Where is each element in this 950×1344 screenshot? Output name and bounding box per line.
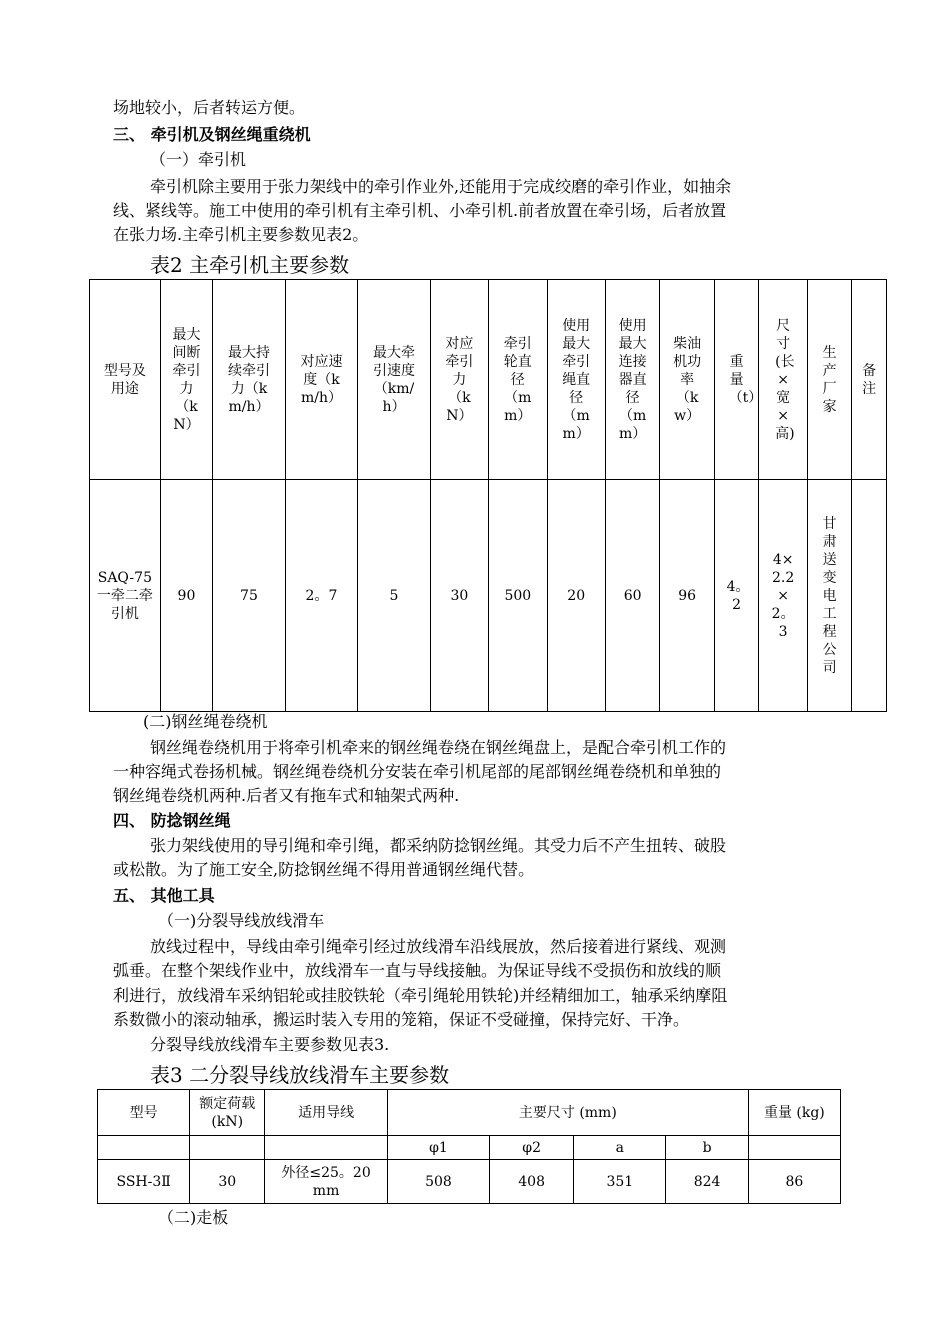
table-cell: SSH-3Ⅱ [98,1160,190,1204]
table-caption: 表2 主牵引机主要参数 [150,253,350,277]
table-cell [852,480,887,712]
paragraph-line: 在张力场.主牵引机主要参数见表2。 [113,225,369,244]
table-header: 适用导线 [265,1090,388,1136]
section-heading: 五、 其他工具 [113,886,215,905]
table-cell: 824 [666,1160,748,1204]
paragraph-line: 钢丝绳卷绕机两种.后者又有拖车式和轴架式两种. [113,786,460,805]
paragraph-line: 钢丝绳卷绕机用于将牵引机牵来的钢丝绳卷绕在钢丝绳盘上，是配合牵引机工作的 [150,738,727,757]
table-cell: SAQ-75一牵二牵引机 [90,480,161,712]
paragraph-line: 系数微小的滚动轴承，搬运时装入专用的笼箱，保证不受碰撞，保持完好、干净。 [113,1010,690,1029]
table-header: 额定荷载(kN) [190,1090,265,1136]
table-header: 重量 (kg) [748,1090,840,1136]
paragraph-line: 利进行，放线滑车采纳铝轮或挂胶铁轮（牵引绳轮用铁轮)并经精细加工，轴承采纳摩阻 [113,986,728,1005]
table-header: b [666,1136,748,1160]
subsection-heading: （一)分裂导线放线滑车 [158,911,325,930]
section-heading: 三、 牵引机及钢丝绳重绕机 [113,125,311,144]
table-cell: 外径≤25。20mm [265,1160,388,1204]
table-cell: 4。2 [714,480,758,712]
section-heading: 四、 防捻钢丝绳 [113,811,231,830]
subsection-heading: (二)钢丝绳卷绕机 [143,712,268,731]
table-cell: 351 [574,1160,666,1204]
table-cell [190,1136,265,1160]
table-header: 主要尺寸 (mm) [387,1090,748,1136]
table-caption: 表3 二分裂导线放线滑车主要参数 [150,1063,450,1087]
table-header: 牵引轮直径（mm） [489,280,547,480]
table-cell: 500 [489,480,547,712]
paragraph-line: 或松散。为了施工安全,防捻钢丝绳不得用普通钢丝绳代替。 [113,860,535,879]
paragraph-line: 分裂导线放线滑车主要参数见表3. [150,1035,390,1054]
table-header: 型号及用途 [90,280,161,480]
table-cell: 甘肃送变电工程公司 [807,480,851,712]
paragraph-line: 放线过程中，导线由牵引绳牵引经过放线滑车沿线展放，然后接着进行紧线、观测 [150,937,727,956]
table-cell: 4×2.2×2。3 [759,480,808,712]
table-cell: 508 [387,1160,489,1204]
table-header: 型号 [98,1090,190,1136]
table-header: φ2 [489,1136,573,1160]
table-cell: 30 [190,1160,265,1204]
table-main-tractor [89,279,887,712]
table-header: 生产厂家 [807,280,851,480]
table-header: 柴油机功率（kw） [660,280,715,480]
table-cell: 75 [213,480,286,712]
table-cell: 408 [489,1160,573,1204]
table-header: 尺寸(长×宽×高) [759,280,808,480]
table-cell: 96 [660,480,715,712]
table-cell [265,1136,388,1160]
subsection-heading: （二)走板 [158,1208,229,1227]
paragraph-line: 一种容绳式卷扬机械。钢丝绳卷绕机分安装在牵引机尾部的尾部钢丝绳卷绕机和单独的 [113,762,722,781]
table-header: 最大持续牵引力（km/h） [213,280,286,480]
table-header: a [574,1136,666,1160]
table-pulley-block [97,1089,841,1204]
table-header: φ1 [387,1136,489,1160]
table-header: 对应速度（km/h） [285,280,358,480]
table-header: 使用最大连接器直径（mm） [605,280,660,480]
table-cell: 5 [358,480,431,712]
subsection-heading: （一）牵引机 [150,150,247,169]
table-header: 重量（t） [714,280,758,480]
paragraph-line: 弧垂。在整个架线作业中，放线滑车一直与导线接触。为保证导线不受损伤和放线的顺 [113,961,722,980]
table-header: 使用最大牵引绳直径（mm） [547,280,605,480]
text-line: 场地较小，后者转运方便。 [113,98,306,117]
table-cell: 20 [547,480,605,712]
paragraph-line: 牵引机除主要用于张力架线中的牵引作业外,还能用于完成绞磨的牵引作业，如抽余 [150,177,732,196]
table-cell [748,1136,840,1160]
paragraph-line: 张力架线使用的导引绳和牵引绳，都采纳防捻钢丝绳。其受力后不产生扭转、破股 [150,836,727,855]
table-header: 备注 [852,280,887,480]
table-cell: 90 [160,480,213,712]
table-header: 最大间断牵引力（kN） [160,280,213,480]
paragraph-line: 线、紧线等。施工中使用的牵引机有主牵引机、小牵引机.前者放置在牵引场，后者放置 [113,201,727,220]
table-cell: 30 [430,480,488,712]
table-cell [98,1136,190,1160]
table-header: 最大牵引速度（km/h） [358,280,431,480]
table-cell: 86 [748,1160,840,1204]
table-header: 对应牵引力（kN） [430,280,488,480]
table-cell: 2。7 [285,480,358,712]
table-cell: 60 [605,480,660,712]
